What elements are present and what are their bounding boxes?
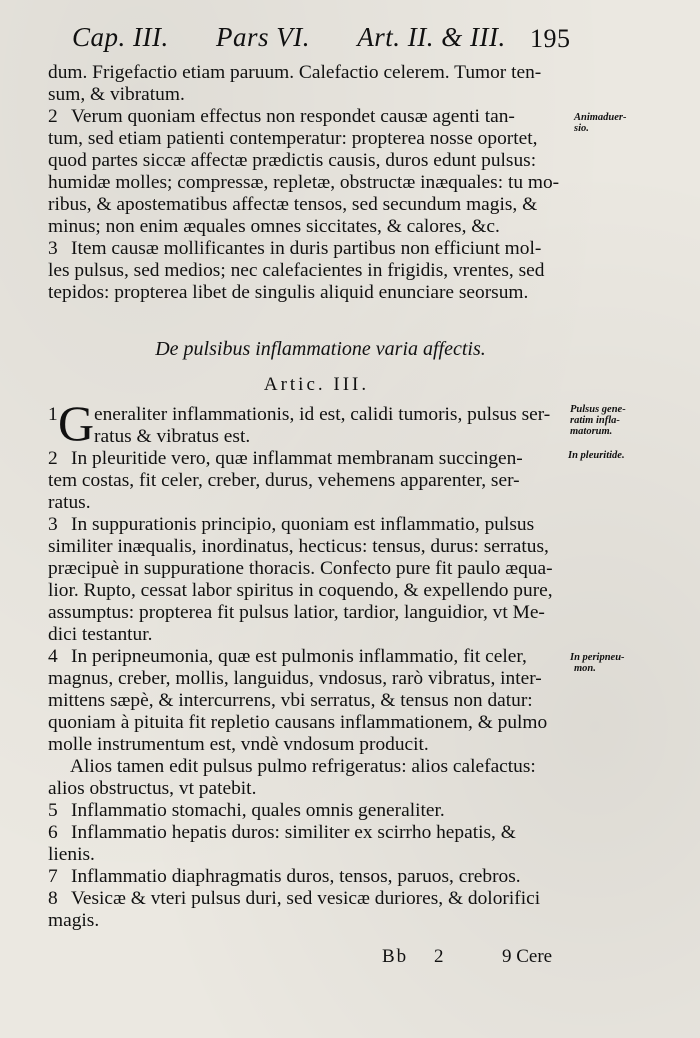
text-line: magnus, creber, mollis, languidus, vndosus, rarò vibratus, inter-: [48, 668, 542, 689]
text-line: magis.: [48, 910, 100, 931]
text-line: ratus & vibratus est.: [94, 426, 251, 447]
text-line: minus; non enim æquales omnes siccitates, & calores, &c.: [48, 216, 500, 237]
margin-note-line: Pulsus gene-: [570, 404, 626, 415]
header-article: Art. II. & III.: [357, 22, 506, 52]
article-paragraph-6: [48, 822, 573, 844]
margin-note-line: mon.: [574, 663, 596, 674]
paragraph-number: 2: [48, 448, 58, 469]
text-line: dum. Frigefactio etiam paruum. Calefactio celerem. Tumor ten-: [48, 62, 542, 83]
text-line: quod partes siccæ affectæ prædictis causis, duros edunt pulsus:: [48, 150, 537, 171]
signature-number: 2: [434, 946, 444, 967]
article-paragraph-7: [48, 866, 573, 888]
text-line: mittens sæpè, & intercurrens, vbi serratus, & tensus non datur:: [48, 690, 533, 711]
running-header: [72, 22, 572, 53]
article-heading: Artic. III.: [263, 374, 370, 395]
text-line: ratus.: [48, 492, 91, 513]
article-paragraph-2: [48, 448, 573, 470]
margin-note-line: In peripneu-: [570, 652, 625, 663]
paragraph-number: 4: [48, 646, 58, 667]
paragraph-number: 1: [48, 404, 58, 425]
text-line: lior. Rupto, cessat labor spiritus in coquendo, & expellendo pure,: [48, 580, 553, 601]
text-line: tem costas, fit celer, creber, durus, vehemens apparenter, ser-: [48, 470, 520, 491]
margin-note-line: sio.: [574, 123, 589, 134]
article-paragraph-5: [48, 800, 573, 822]
margin-note-pleuritide: [568, 450, 625, 461]
margin-note-pulsus-generatim: [570, 404, 626, 437]
paragraph-number: 6: [48, 822, 58, 843]
section-title: De pulsibus inflammatione varia affectis.: [155, 338, 486, 360]
text-line: tum, sed etiam patienti contemperatur: propterea nosse oportet,: [48, 128, 538, 149]
text-line: Inflammatio hepatis duros: similiter ex scirrho hepatis, &: [71, 822, 516, 843]
header-part: Pars VI.: [215, 22, 310, 52]
text-line: humidæ molles; compressæ, repletæ, obstructæ inæquales: tu mo-: [48, 172, 560, 193]
paragraph-2: [48, 106, 573, 128]
header-chapter: Cap. III.: [72, 22, 169, 52]
paragraph-number: 8: [48, 888, 58, 909]
text-line: alios obstructus, vt patebit.: [48, 778, 257, 799]
text-line: lienis.: [48, 844, 95, 865]
article-paragraph-3: [48, 514, 573, 536]
text-line: eneraliter inflammationis, id est, calidi tumoris, pulsus ser-: [94, 404, 551, 425]
paragraph-number: 5: [48, 800, 58, 821]
text-line: assumptus: propterea fit pulsus latior, tardior, languidior, vt Me-: [48, 602, 545, 623]
text-line: præcipuè in suppuratione thoracis. Confecto pure fit paulo æqua-: [48, 558, 553, 579]
signature-mark: Bb: [382, 946, 409, 967]
text-line: Inflammatio diaphragmatis duros, tensos, paruos, crebros.: [71, 866, 521, 887]
text-line: tepidos: propterea libet de singulis aliquid enunciare seorsum.: [48, 282, 529, 303]
text-line: Alios tamen edit pulsus pulmo refrigeratus: alios calefactus:: [70, 756, 536, 777]
text-line: In peripneumonia, quæ est pulmonis inflammatio, fit celer,: [71, 646, 527, 667]
text-line: Inflammatio stomachi, quales omnis generaliter.: [71, 800, 445, 821]
margin-note-animaduersio: [574, 112, 627, 134]
body-text: [48, 62, 573, 932]
margin-note-line: Animaduer-: [574, 112, 627, 123]
text-line: sum, & vibratum.: [48, 84, 185, 105]
page-number: 195: [530, 24, 571, 53]
margin-note-line: ratim infla-: [570, 415, 620, 426]
paragraph-number: 3: [48, 238, 58, 259]
text-line: Vesicæ & vteri pulsus duri, sed vesicæ duriores, & dolorifici: [71, 888, 541, 909]
text-line: Item causæ mollificantes in duris partibus non efficiunt mol-: [71, 238, 542, 259]
text-line: In suppurationis principio, quoniam est inflammatio, pulsus: [71, 514, 535, 535]
text-line: les pulsus, sed medios; nec calefacientes in frigidis, vrentes, sed: [48, 260, 545, 281]
text-line: similiter inæqualis, inordinatus, hecticus: tensus, durus: serratus,: [48, 536, 549, 557]
article-paragraph-8: [48, 888, 573, 910]
margin-note-line: matorum.: [570, 426, 613, 437]
paragraph-3: [48, 238, 573, 260]
text-line: Verum quoniam effectus non respondet causæ agenti tan-: [71, 106, 515, 127]
text-line: dici testantur.: [48, 624, 153, 645]
text-line: ribus, & apostematibus affectæ tensos, sed secundum magis, &: [48, 194, 538, 215]
paragraph-number: 7: [48, 866, 58, 887]
margin-note-line: In pleuritide.: [568, 450, 625, 461]
paragraph-number: 3: [48, 514, 58, 535]
paragraph-number: 2: [48, 106, 58, 127]
drop-cap: G: [58, 395, 95, 451]
margin-note-peripneumonia: [570, 652, 625, 674]
article-paragraph-4: [48, 646, 573, 668]
catchword: 9 Cere: [502, 946, 553, 967]
text-line: molle instrumentum est, vndè vndosum producit.: [48, 734, 429, 755]
text-line: quoniam à pituita fit repletio causans inflammationem, & pulmo: [48, 712, 548, 733]
text-line: In pleuritide vero, quæ inflammat membranam succingen-: [71, 448, 523, 469]
